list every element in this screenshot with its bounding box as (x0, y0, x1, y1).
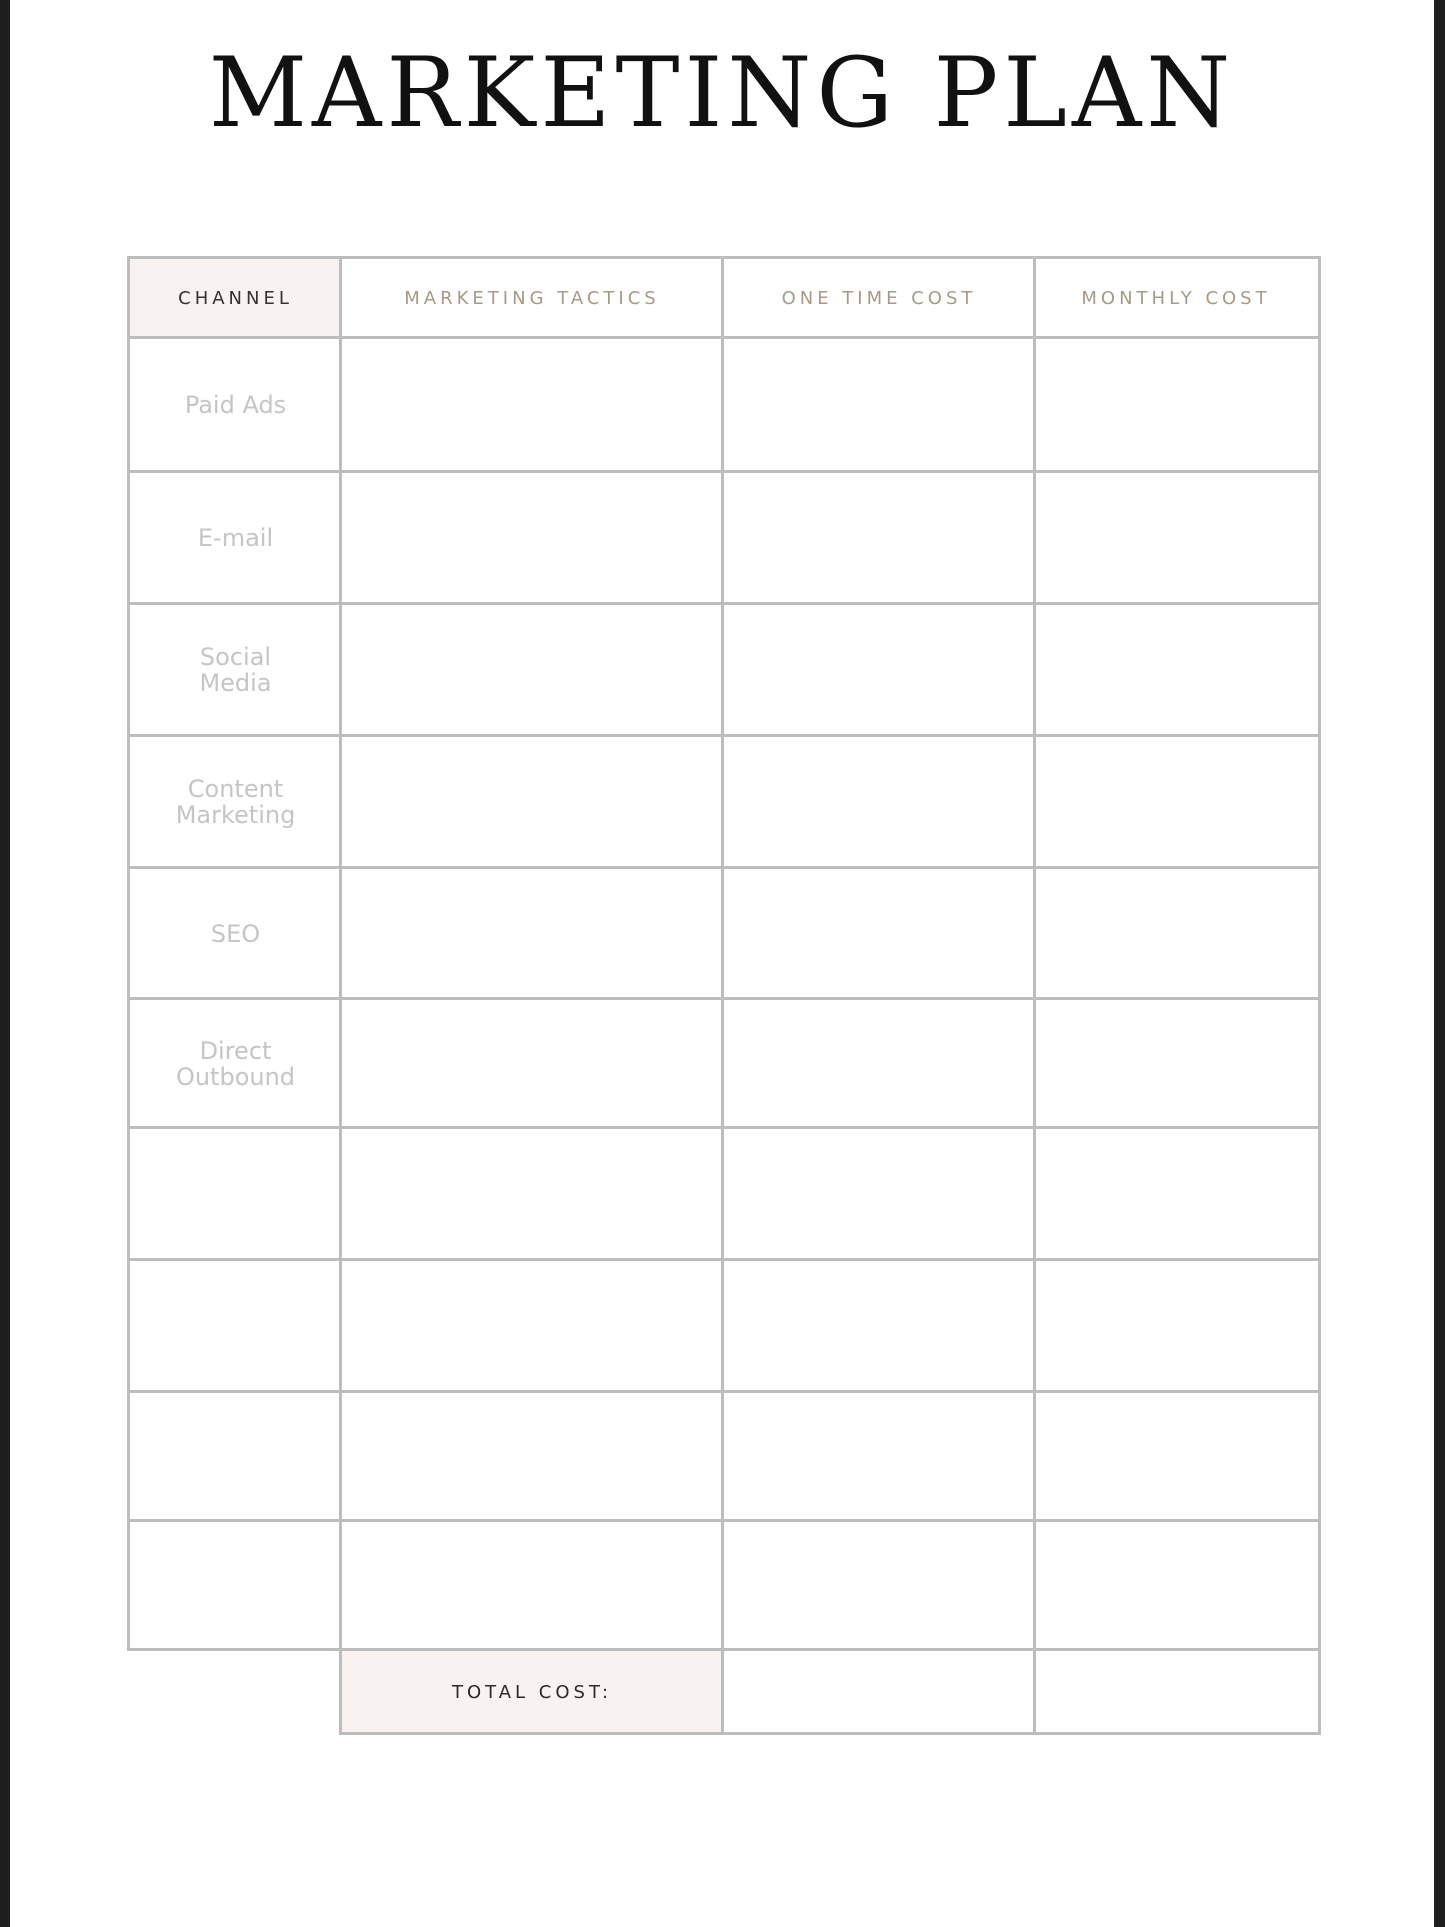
grid-line (339, 256, 342, 1735)
row-label-blank-2 (130, 1260, 341, 1392)
grid-line (127, 256, 130, 1651)
document-page (10, 0, 1434, 1927)
header-marketing-tactics: MARKETING TACTICS (404, 287, 660, 309)
header-channel: CHANNEL (130, 258, 341, 338)
header-monthly-cost: MONTHLY COST (1081, 287, 1271, 309)
grid-line (127, 1648, 1321, 1651)
row-label-direct-outbound: Direct Outbound (175, 1036, 296, 1091)
grid-line (1033, 256, 1036, 1735)
grid-line (721, 256, 724, 1735)
total-cost-label: TOTAL COST: (341, 1650, 723, 1734)
row-label-blank-3 (130, 1392, 341, 1521)
grid-line (1318, 256, 1321, 1735)
header-one-time-cost: ONE TIME COST (781, 287, 977, 309)
grid-line (127, 1390, 1321, 1393)
grid-line (127, 997, 1321, 1000)
marketing-plan-table (10, 0, 1434, 1927)
grid-line (127, 470, 1321, 473)
row-label-content-marketing: Content Marketing (175, 775, 296, 829)
grid-line (127, 256, 1321, 259)
grid-line (127, 336, 1321, 339)
row-label-blank-1 (130, 1128, 341, 1260)
grid-line (127, 1126, 1321, 1129)
grid-line (127, 866, 1321, 869)
row-label-blank-4 (130, 1521, 341, 1650)
grid-line (127, 602, 1321, 605)
row-label-social-media: Social Media (199, 643, 272, 697)
row-label-seo: SEO (210, 919, 261, 948)
page-title: MARKETING PLAN (208, 37, 1236, 149)
grid-line (341, 1732, 1321, 1735)
grid-line (127, 734, 1321, 737)
row-label-email: E-mail (197, 524, 274, 552)
grid-line (127, 1258, 1321, 1261)
grid-line (127, 1519, 1321, 1522)
row-label-paid-ads: Paid Ads (184, 391, 287, 419)
